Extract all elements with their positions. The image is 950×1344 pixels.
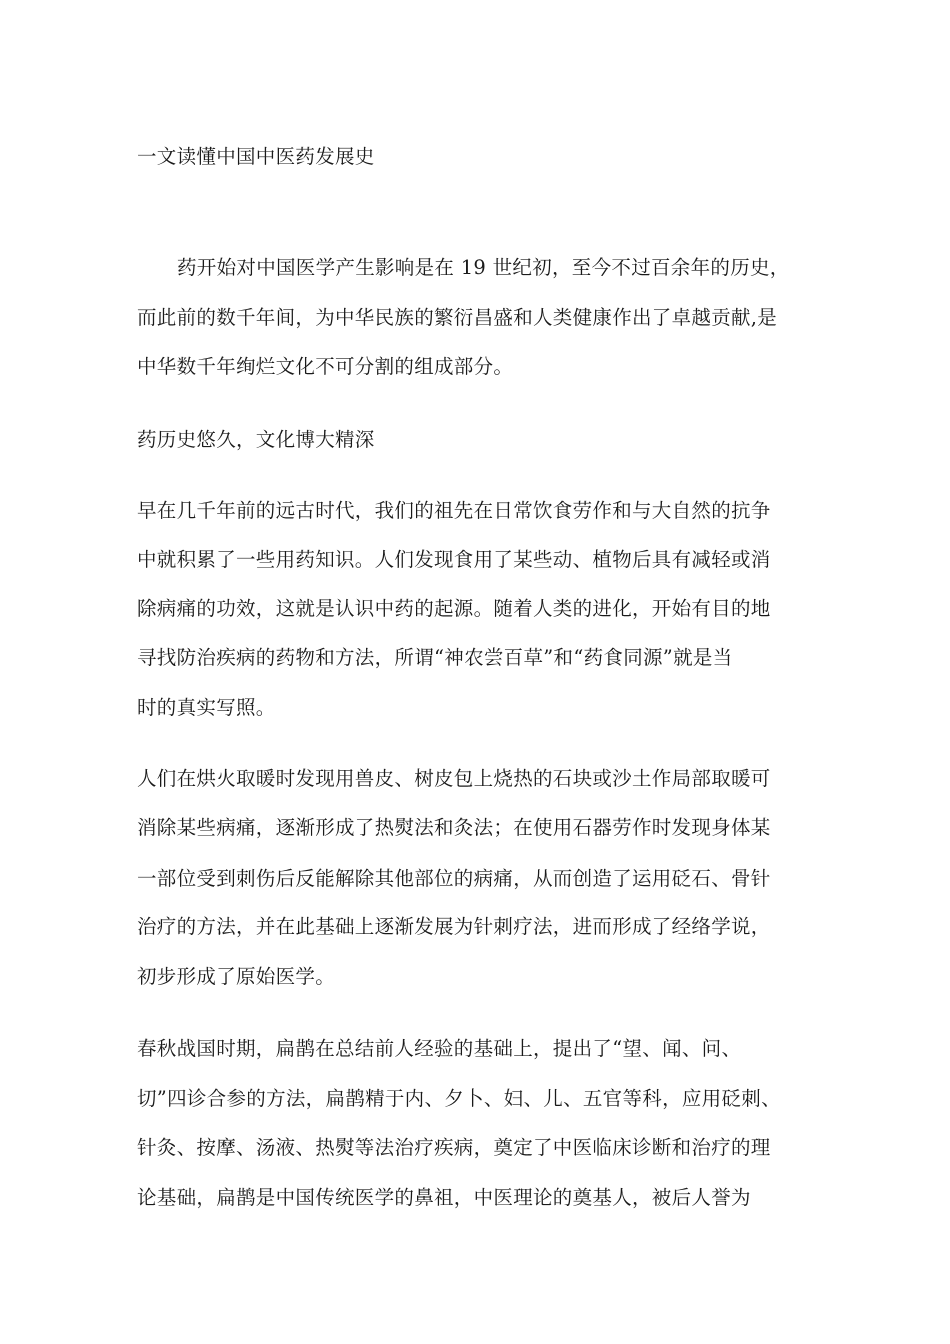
- paragraph-line: 针灸、按摩、汤液、热熨等法治疗疾病，奠定了中医临床诊断和治疗的理: [137, 1136, 771, 1159]
- paragraph-line: 中就积累了一些用药知识。人们发现食用了某些动、植物后具有减轻或消: [137, 548, 771, 571]
- intro-line: 药开始对中国医学产生影响是在 19 世纪初，至今不过百余年的历史，: [177, 256, 790, 279]
- paragraph-line: 论基础，扁鹊是中国传统医学的鼻祖，中医理论的奠基人，被后人誉为: [137, 1186, 751, 1209]
- paragraph-line: 时的真实写照。: [137, 696, 276, 719]
- paragraph-line: 人们在烘火取暖时发现用兽皮、树皮包上烧热的石块或沙土作局部取暖可: [137, 767, 771, 790]
- paragraph-line: 一部位受到刺伤后反能解除其他部位的病痛，从而创造了运用砭石、骨针: [137, 867, 771, 890]
- intro-line: 而此前的数千年间，为中华民族的繁衍昌盛和人类健康作出了卓越贡献,是: [137, 306, 778, 329]
- paragraph-line: 春秋战国时期，扁鹊在总结前人经验的基础上，提出了“望、闻、问、: [137, 1037, 742, 1060]
- section-heading: 药历史悠久，文化博大精深: [137, 428, 375, 451]
- paragraph-line: 早在几千年前的远古时代，我们的祖先在日常饮食劳作和与大自然的抗争: [137, 499, 771, 522]
- paragraph-line: 切”四诊合参的方法，扁鹊精于内、夕卜、妇、儿、五官等科，应用砭刺、: [137, 1087, 781, 1110]
- paragraph-line: 寻找防治疾病的药物和方法，所谓“神农尝百草”和“药食同源”就是当: [137, 646, 733, 669]
- document-title: 一文读懂中国中医药发展史: [137, 145, 375, 168]
- intro-line: 中华数千年绚烂文化不可分割的组成部分。: [137, 355, 514, 378]
- paragraph-line: 初步形成了原始医学。: [137, 965, 336, 988]
- paragraph-line: 治疗的方法，并在此基础上逐渐发展为针刺疗法，进而形成了经络学说，: [137, 915, 771, 938]
- paragraph-line: 消除某些病痛，逐渐形成了热熨法和灸法；在使用石器劳作时发现身体某: [137, 816, 771, 839]
- paragraph-line: 除病痛的功效，这就是认识中药的起源。随着人类的进化，开始有目的地: [137, 597, 771, 620]
